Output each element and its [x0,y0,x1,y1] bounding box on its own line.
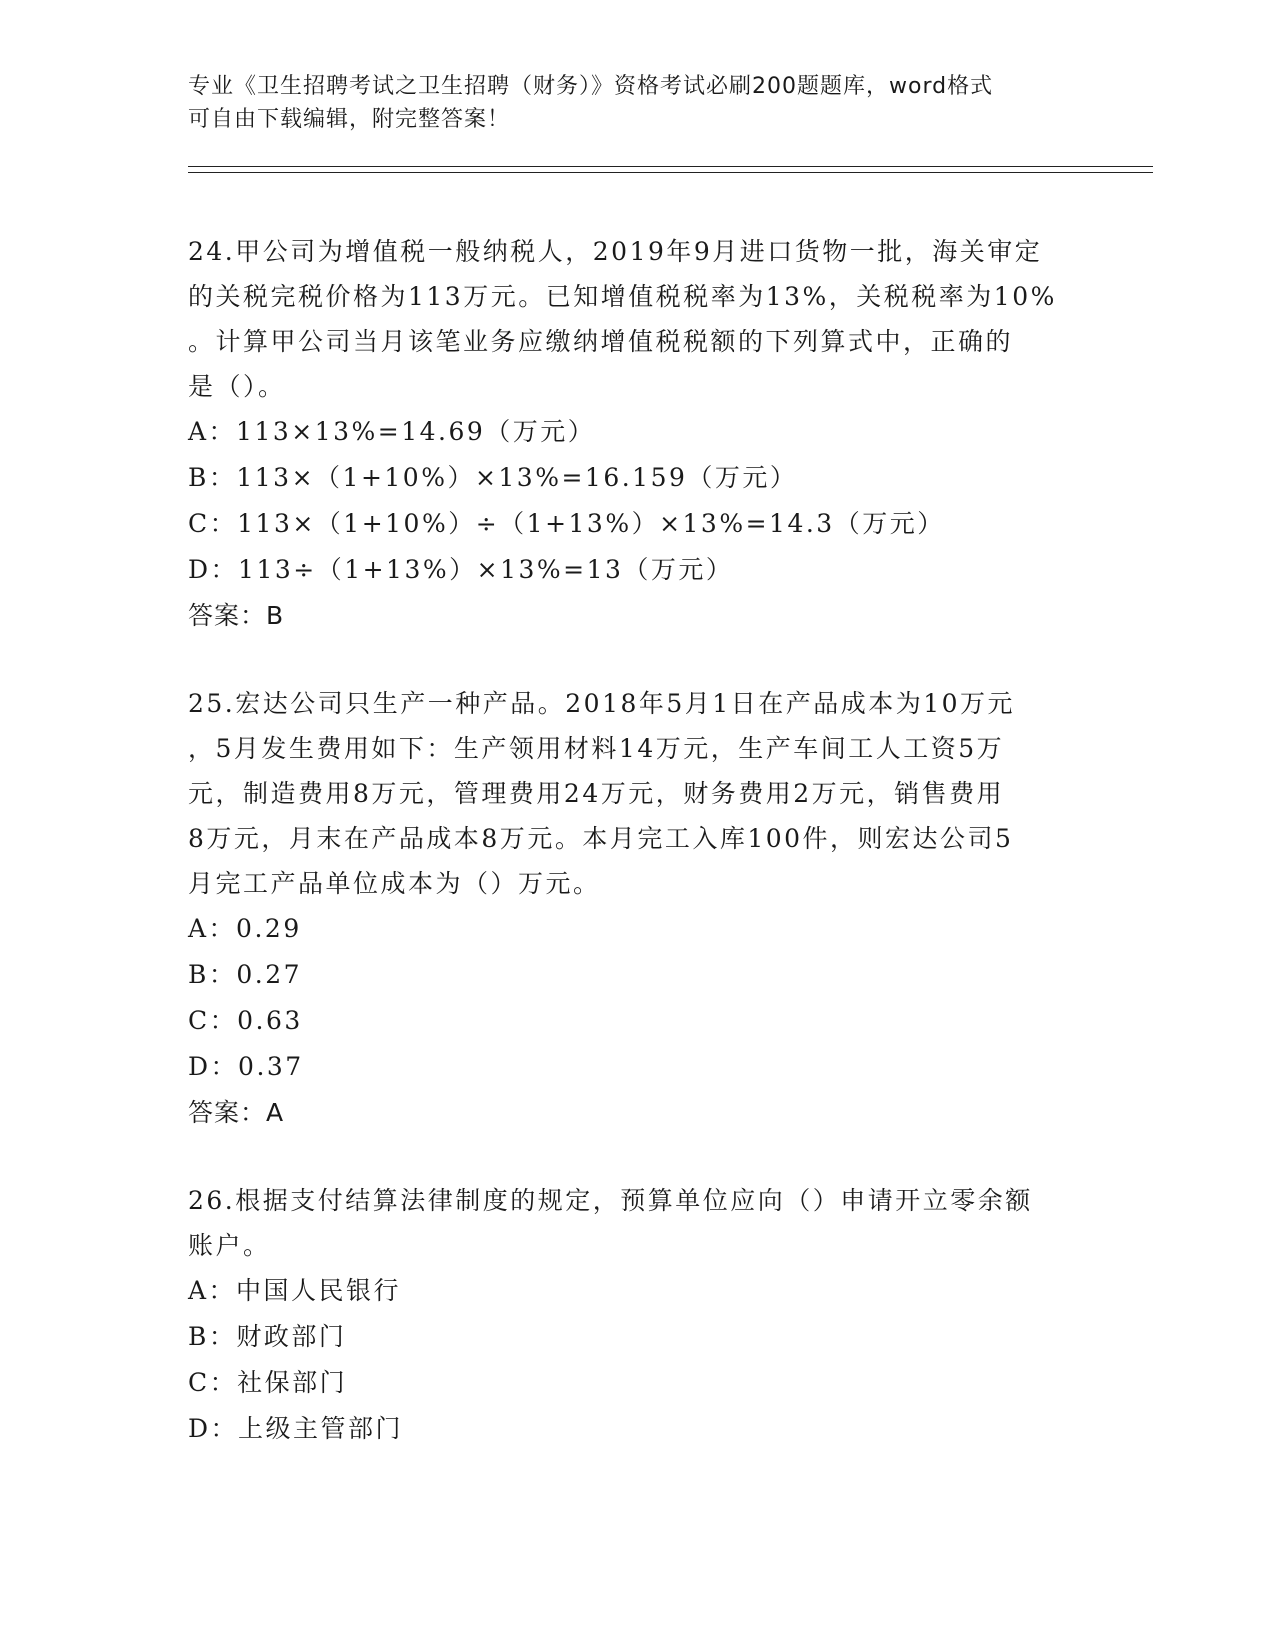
answer-line: 答案：B [188,601,285,630]
question-25 [188,681,1088,1136]
option-b: B：0.27 [188,960,303,989]
header-line-2: 可自由下载编辑，附完整答案！ [188,107,511,132]
question-stem-line: 8万元，月末在产品成本8万元。本月完工入库100件，则宏达公司5 [188,824,1014,853]
option-c: C：0.63 [188,1006,303,1035]
option-c: C：社保部门 [188,1368,348,1397]
question-stem-line: 25.宏达公司只生产一种产品。2018年5月1日在产品成本为10万元 [188,689,1016,718]
document-page [188,70,1088,1494]
question-stem-line: 24.甲公司为增值税一般纳税人，2019年9月进口货物一批，海关审定 [188,237,1043,266]
question-26 [188,1178,1088,1452]
question-stem-line: 元，制造费用8万元，管理费用24万元，财务费用2万元，销售费用 [188,779,1005,808]
option-d: D：0.37 [188,1052,304,1081]
question-stem-line: 。计算甲公司当月该笔业务应缴纳增值税税额的下列算式中，正确的 [188,327,1014,356]
option-a: A：113×13%=14.69（万元） [188,417,596,446]
document-header [188,70,1088,136]
option-a: A：0.29 [188,914,302,943]
question-stem-line: 的关税完税价格为113万元。已知增值税税率为13%，关税税率为10% [188,282,1057,311]
option-d: D：上级主管部门 [188,1414,404,1443]
header-double-rule [188,166,1153,173]
option-d: D：113÷（1+13%）×13%=13（万元） [188,555,734,584]
question-24 [188,229,1088,639]
question-stem-line: 账户。 [188,1231,271,1260]
answer-line: 答案：A [188,1098,285,1127]
question-stem-line: 26.根据支付结算法律制度的规定，预算单位应向（）申请开立零余额 [188,1186,1033,1215]
option-c: C：113×（1+10%）÷（1+13%）×13%=14.3（万元） [188,509,945,538]
option-b: B：113×（1+10%）×13%=16.159（万元） [188,463,798,492]
question-stem-line: ，5月发生费用如下：生产领用材料14万元，生产车间工人工资5万 [188,734,1005,763]
question-stem-line: 月完工产品单位成本为（）万元。 [188,869,601,898]
header-line-1: 专业《卫生招聘考试之卫生招聘（财务）》资格考试必刷200题题库，word格式 [188,74,994,99]
option-b: B：财政部门 [188,1322,347,1351]
question-stem-line: 是（）。 [188,372,286,401]
option-a: A：中国人民银行 [188,1276,402,1305]
